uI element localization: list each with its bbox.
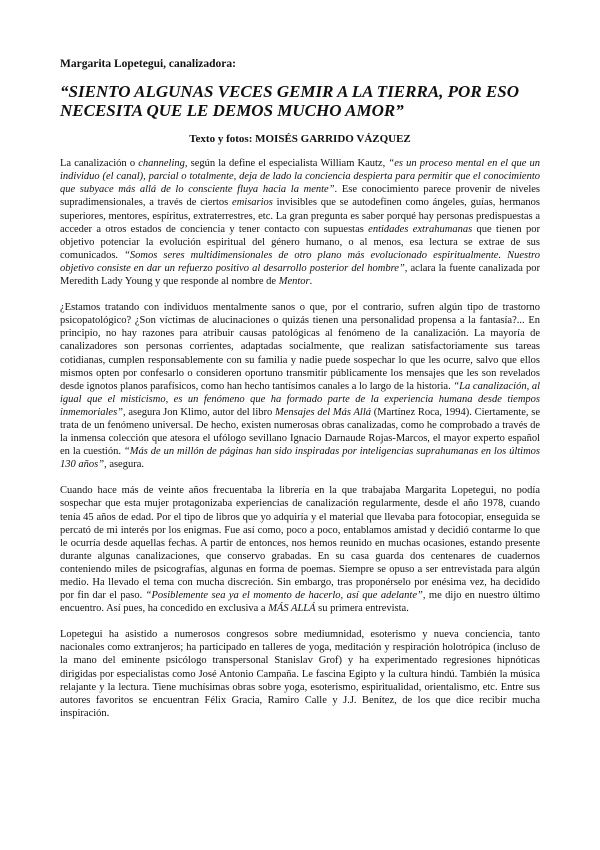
- text-run: , asegura.: [104, 459, 145, 471]
- text-run: Cuando hace más de veinte años frecuentaba la librería en la que trabajaba Margarita Lopetegui, no podía sospechar que esta mujer protagonizaba experiencias de canalización regularmente, desde el año 1978, cuando tenía 45 años de edad. Por el tipo de libros que yo adquiría y el material que llevaba para fotocopiar, enseguida se percató de mi interés por los enigmas. Fue así como, poco a poco, entablamos amistad y decidió contarme lo que le ocurría desde aquellas fechas. A partir de entonces, nos hemos reunido en muchas ocasiones, estando presente durante algunas canalizaciones, que conservo grabadas. En su casa guarda dos centenares de cuadernos conteniendo miles de psicografías, algunas en forma de poemas. Siempre se opuso a ser entrevistada para algún medio. Ha llevado el tema con mucha discreción. Sin embargo, tras proponérselo por enésima vez, ha decidido por fin dar el paso.: [60, 485, 540, 602]
- text-run: invisibles que se autodefinen como ángeles, guías, hermanos superiores, mentores, espíritus, extraterrestres, etc. La gran pregunta es saber porqué hay personas predispuestas a acceder a otros estados de conciencia y tener contacto con supuestas: [60, 197, 540, 235]
- quote-run: “Somos seres multidimensionales de otro plano más evolucionado espiritualmente. Nuestro objetivo consiste en dar un refuerzo positivo al desarrollo posterior del hombre”: [60, 249, 540, 274]
- text-run: La canalización o: [60, 158, 139, 170]
- italic-run: Mentor: [278, 276, 310, 288]
- italic-run: channeling: [138, 158, 185, 170]
- quote-run: “Posiblemente sea ya el momento de hacerlo, así que adelante”: [145, 590, 423, 602]
- text-run: .: [309, 276, 313, 288]
- article-kicker: Margarita Lopetegui, canalizadora:: [60, 58, 236, 70]
- quote-run: “La canalización, al igual que el misticismo, es un fenómeno que ha formado parte de la experiencia humana desde tiempos inmemoriales”: [60, 380, 540, 418]
- text-run: su primera entrevista.: [315, 603, 409, 615]
- text-run: . Ese conocimiento parece provenir de niveles supradimensionales, a través de ciertos: [60, 184, 541, 209]
- magazine-name-run: MÁS ALLÁ: [268, 603, 316, 615]
- text-run: , según la define el especialista William Kautz,: [184, 158, 389, 170]
- text-run: , asegura Jon Klimo, autor del libro: [123, 406, 275, 418]
- article-byline: Texto y fotos: MOISÉS GARRIDO VÁZQUEZ: [189, 133, 411, 146]
- text-run: , aclara la fuente canalizada por Meredith Lady Young y que responde al nombre de: [60, 262, 540, 288]
- paragraph-1: [60, 157, 540, 288]
- text-run: , me dijo en nuestro último encuentro. Así pues, ha concedido en exclusiva a: [60, 590, 540, 615]
- text-run: que tienen por objetivo potenciar la evolución espiritual del género humano, o al menos, esa lectura se extrae de sus comunicados.: [60, 223, 540, 261]
- paragraph-4: Lopetegui ha asistido a numerosos congresos sobre mediumnidad, esoterismo y nueva conciencia, tanto nacionales como extranjeros; ha participado en talleres de yoga, meditación y respiración holotrópica (incluso de la mano del eminente psicólogo transpersonal Stanislav Grof) y ha experimentado regresiones hipnóticas dirigidas por especialistas como José Antonio Campaña. Le fascina Egipto y la cultura hindú. También la música relajante y la lectura. Tiene muchísimas obras sobre yoga, esoterismo, espiritualidad, orientalismo, etc. Entre sus autores favoritos se encuentran Félix Gracia, Ramiro Calle y J.J. Benítez, de los que dice recibir mucha inspiración.: [60, 629, 540, 719]
- text-run: (Martínez Roca, 1994). Ciertamente, se trata de un fenómeno universal. De hecho, existen numerosas obras canalizadas, como he comprobado a través de la inmensa colección que atesora el ufólogo sevillano Ignacio Darnaude Rojas-Marcos, el mayor experto español en la cuestión.: [60, 406, 540, 458]
- text-run: ¿Estamos tratando con individuos mentalmente sanos o que, por el contrario, sufren algún tipo de trastorno psicopatológico? ¿Son víctimas de alucinaciones o quizás tienen una personalidad propensa a la fantasía?... En principio, no hay razones para atribuir causas patológicas al fenómeno de la canalización. La mayoría de canalizadores son personas corrientes, adaptadas socialmente, que realizan satisfactoriamente sus tareas cotidianas, cumplen responsablemente con su familia y nadie puede sospechar lo que les ocurre, salvo que ellos mismos opten por confesarlo o consideren oportuno transmitir públicamente los mensajes que les son revelados desde ignotos planos parafísicos, como han hecho tantísimos canales a lo largo de la historia.: [60, 302, 540, 392]
- quote-run: “es un proceso mental en el que un individuo (el canal), parcial o totalmente, deja de lado la conciencia despierta para permitir que el conocimiento que subyace más allá de lo consciente fluya hacia la mente”: [60, 158, 540, 196]
- quote-run: “Más de un millón de páginas han sido inspiradas por inteligencias suprahumanas en los últimos 130 años”: [60, 446, 541, 471]
- article: [60, 58, 540, 733]
- article-headline: “SIENTO ALGUNAS VECES GEMIR A LA TIERRA, POR ESO NECESITA QUE LE DEMOS MUCHO AMOR”: [60, 82, 519, 121]
- paragraph-3: [60, 484, 540, 615]
- paragraph-2: [60, 301, 540, 471]
- book-title-run: Mensajes del Más Allá: [274, 406, 372, 418]
- italic-run: entidades extrahumanas: [368, 223, 473, 235]
- italic-run: emisarios: [232, 197, 273, 209]
